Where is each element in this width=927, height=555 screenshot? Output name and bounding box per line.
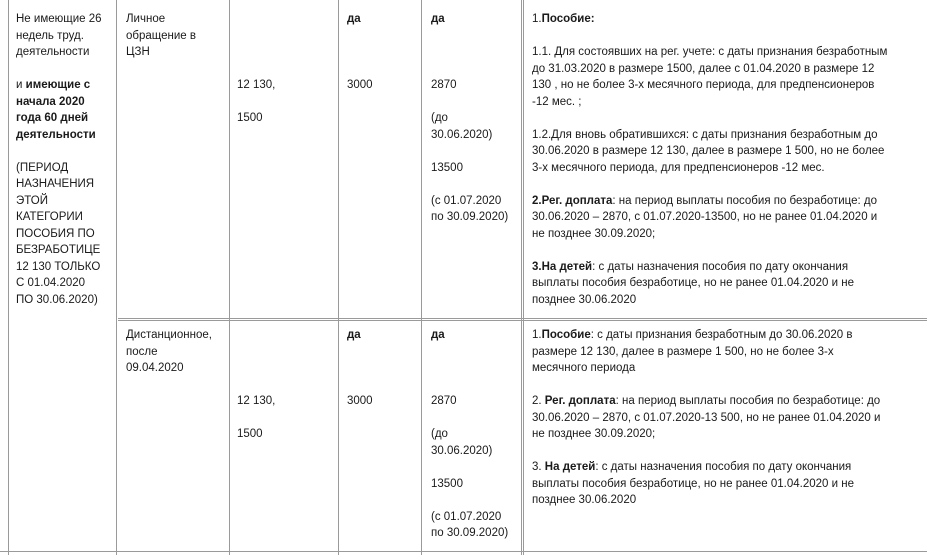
item-heading: Рег. доплата: [544, 395, 616, 407]
item-number: 3.: [532, 461, 545, 473]
item-heading: Пособие:: [541, 13, 595, 25]
item-heading: На детей: [544, 461, 596, 473]
supplement-period: 30.06.2020): [431, 444, 493, 457]
period-note: ПО 30.06.2020): [16, 293, 98, 306]
period-note: БЕЗРАБОТИЦЕ: [16, 244, 101, 256]
category-text: недель труд.: [16, 29, 84, 42]
category-condition: деятельности: [16, 128, 96, 141]
supplement-period: по 30.09.2020): [431, 211, 509, 223]
row-divider: [0, 551, 927, 552]
flag-cell: [347, 11, 361, 28]
category-text: деятельности: [16, 46, 90, 58]
benefit-amount-cell: [237, 393, 275, 443]
item-number: 2.: [532, 395, 545, 407]
supplement-period: (с 01.07.2020: [431, 194, 502, 207]
category-conjunction: и: [16, 79, 26, 91]
supplement-period: 30.06.2020): [431, 128, 493, 141]
detail-text: : с даты назначения пособия по дату окончания: [592, 260, 849, 273]
method-text: Личное: [126, 13, 166, 25]
period-note: НАЗНАЧЕНИЯ: [16, 178, 95, 190]
method-text: обращение в: [126, 29, 196, 42]
item-heading: 3.На детей: [532, 260, 593, 273]
flag-yes: да: [431, 329, 445, 341]
benefit-amount: 1500: [237, 428, 263, 440]
detail-text: до 31.03.2020 в размере 1500, далее с 01.04.2020 в размере 12: [532, 62, 875, 75]
method-text: после: [126, 345, 158, 358]
supplement-amount: 2870: [431, 79, 457, 91]
benefit-amount-cell: [237, 77, 275, 127]
category-cell: [16, 11, 111, 308]
supplement-period: по 30.09.2020): [431, 527, 509, 539]
item-number: 1.: [532, 13, 542, 25]
period-note: ЭТОЙ: [16, 194, 48, 207]
item-number: 1.: [532, 329, 542, 341]
column-divider: [338, 0, 339, 555]
column-divider: [521, 0, 524, 555]
detail-text: выплаты пособия безработице, но не ранее 01.04.2020 и не: [532, 477, 854, 490]
item-heading: Пособие: [541, 329, 591, 341]
item-heading: 2.Рег. доплата: [532, 194, 613, 207]
detail-text: : на период выплаты пособия по безработице: до: [612, 194, 877, 207]
detail-text: 30.06.2020 – 2870, с 01.07.2020-13500, но не ранее 01.04.2020 и: [532, 211, 878, 223]
category-condition: года 60 дней: [16, 112, 89, 124]
child-payment-amount: 3000: [347, 79, 373, 91]
supplement-amount: 13500: [431, 477, 463, 490]
column-divider: [229, 0, 230, 555]
method-text: 09.04.2020: [126, 362, 184, 374]
supplement-period: (до: [431, 112, 448, 124]
detail-text: -12 мес. ;: [532, 95, 582, 108]
detail-text: 30.06.2020 – 2870, с 01.07.2020-13 500, но не ранее 01.04.2020 и: [532, 411, 881, 424]
detail-text: позднее 30.06.2020: [532, 494, 637, 506]
benefit-amount: 1500: [237, 112, 263, 124]
child-payment-cell: [347, 77, 373, 94]
detail-text: размере 12 130, далее в размере 1 500, но не более 3-х: [532, 345, 834, 358]
detail-text: : с даты назначения пособия по дату окончания: [595, 461, 852, 473]
supplement-period: (с 01.07.2020: [431, 510, 502, 523]
details-cell: [532, 327, 916, 509]
detail-text: не позднее 30.09.2020;: [532, 227, 656, 240]
row-divider: [118, 318, 927, 321]
supplement-amount: 13500: [431, 161, 463, 174]
child-payment-amount: 3000: [347, 395, 373, 407]
period-note: 12 130 ТОЛЬКО: [16, 260, 101, 273]
supplement-amount: 2870: [431, 395, 457, 407]
application-method-cell: [126, 327, 226, 377]
supplement-cell: [431, 11, 519, 226]
child-payment-cell: [347, 393, 373, 410]
detail-text: 1.2.Для вновь обратившихся: с даты признания безработным до: [532, 128, 878, 141]
column-divider: [116, 0, 117, 555]
period-note: КАТЕГОРИИ: [16, 211, 83, 223]
detail-text: месячного периода: [532, 362, 636, 374]
column-divider: [421, 0, 422, 555]
method-text: ЦЗН: [126, 46, 150, 58]
period-note: С 01.04.2020: [16, 277, 86, 289]
period-note: (ПЕРИОД: [16, 161, 69, 174]
application-method-cell: [126, 11, 226, 61]
supplement-period: (до: [431, 428, 448, 440]
detail-text: : на период выплаты пособия по безработице: до: [615, 395, 881, 407]
detail-text: 3-х месячного периода, для предпенсионеров -12 мес.: [532, 161, 825, 174]
table-border-left: [8, 0, 9, 555]
flag-yes: да: [431, 13, 445, 25]
category-text: Не имеющие 26: [16, 13, 102, 25]
category-condition: имеющие с: [25, 79, 91, 91]
flag-yes: да: [347, 13, 361, 25]
details-cell: [532, 11, 916, 308]
benefit-amount: 12 130,: [237, 395, 276, 407]
detail-text: 130 , но не более 3-х месячного периода, для предпенсионеров: [532, 79, 875, 91]
supplement-cell: [431, 327, 519, 542]
detail-text: не позднее 30.09.2020;: [532, 428, 656, 440]
benefit-amount: 12 130,: [237, 79, 276, 91]
category-condition: начала 2020: [16, 95, 85, 108]
flag-cell: [347, 327, 361, 344]
detail-text: выплаты пособия безработице, но не ранее 01.04.2020 и не: [532, 277, 854, 289]
method-text: Дистанционное,: [126, 329, 212, 341]
period-note: ПОСОБИЯ ПО: [16, 227, 95, 240]
detail-text: 1.1. Для состоявших на рег. учете: с даты признания безработным: [532, 46, 888, 58]
flag-yes: да: [347, 329, 361, 341]
detail-text: : с даты признания безработным до 30.06.2020 в: [590, 329, 853, 341]
detail-text: 30.06.2020 в размере 12 130, далее в размере 1 500, но не более: [532, 145, 885, 157]
detail-text: позднее 30.06.2020: [532, 293, 637, 306]
